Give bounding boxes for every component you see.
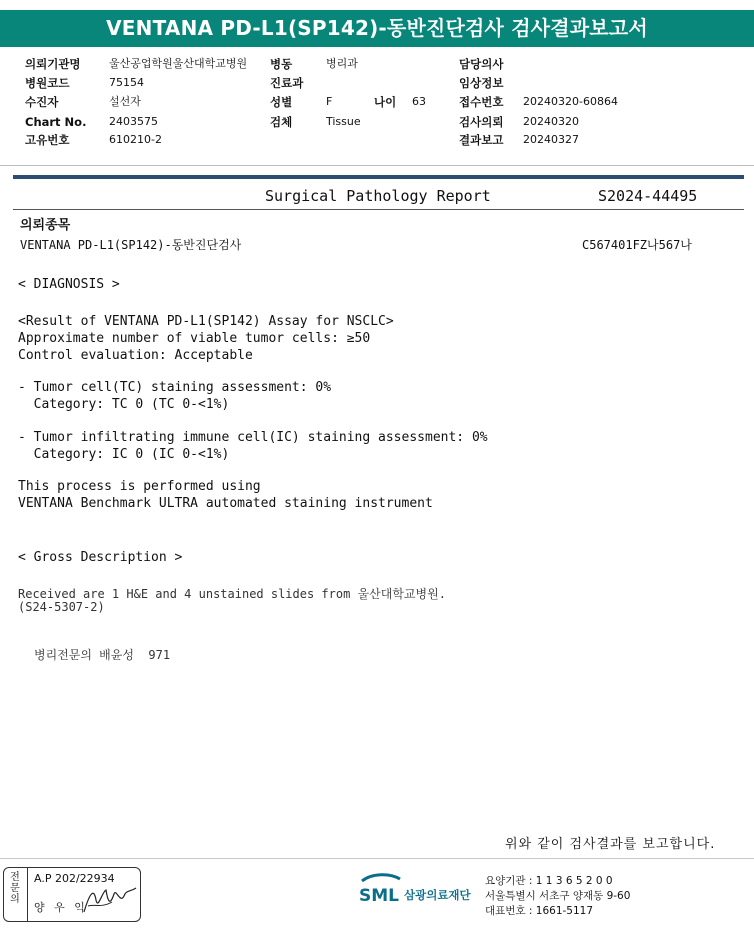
info-label: 성별 (270, 95, 293, 109)
info-value: 20240320 (523, 115, 579, 128)
diagnosis-line: VENTANA Benchmark ULTRA automated staining instrument (18, 496, 433, 511)
closing-statement: 위와 같이 검사결과를 보고합니다. (505, 837, 716, 852)
info-label: 고유번호 (25, 133, 70, 147)
request-code: C567401FZ나567나 (582, 238, 692, 252)
diagnosis-line: Approximate number of viable tumor cells: ≥50 (18, 331, 371, 346)
info-label: 의뢰기관명 (25, 57, 81, 71)
info-value: 20240327 (523, 133, 579, 146)
contact-line: 서울특별시 서초구 양재동 9-60 (485, 890, 631, 902)
diagnosis-line: <Result of VENTANA PD-L1(SP142) Assay for NSCLC> (18, 314, 394, 329)
stamp-vertical-label: 전문의 (10, 872, 20, 905)
gross-header: < Gross Description > (18, 550, 183, 565)
report-title: Surgical Pathology Report (265, 187, 491, 205)
gross-line: (S24-5307-2) (18, 600, 105, 614)
report-title-bar (0, 10, 754, 47)
info-value: 20240320-60864 (523, 95, 618, 108)
divider (13, 209, 744, 210)
info-label: Chart No. (25, 115, 87, 129)
age-label: 나이 (374, 95, 397, 109)
info-label: 결과보고 (459, 133, 504, 147)
info-value: 설선자 (109, 95, 141, 108)
request-name: VENTANA PD-L1(SP142)-동반진단검사 (20, 238, 242, 252)
contact-line: 요양기관 : 1 1 3 6 5 2 0 0 (485, 875, 613, 887)
signature-stamp (3, 867, 141, 922)
info-value: 울산공업학원울산대학교병원 (109, 57, 248, 70)
divider (0, 858, 754, 859)
age-value: 63 (412, 95, 426, 108)
info-value: 610210-2 (109, 133, 162, 146)
logo-main-text: SML (359, 886, 399, 906)
sml-logo (358, 873, 404, 913)
contact-line: 대표번호 : 1661-5117 (485, 905, 594, 917)
info-value: 2403575 (109, 115, 158, 128)
diagnosis-line: - Tumor infiltrating immune cell(IC) staining assessment: 0% (18, 430, 488, 445)
gross-line: Received are 1 H&E and 4 unstained slides from 울산대학교병원. (18, 587, 446, 601)
divider (27, 868, 28, 921)
info-label: 병동 (270, 57, 293, 71)
report-number: S2024-44495 (598, 187, 698, 205)
contact-block (485, 874, 630, 919)
info-value: Tissue (326, 115, 361, 128)
info-label: 임상정보 (459, 76, 504, 90)
info-label: 검체 (270, 115, 293, 129)
diagnosis-line: Control evaluation: Acceptable (18, 348, 253, 363)
report-header (13, 187, 744, 209)
document-title: VENTANA PD-L1(SP142)-동반진단검사 검사결과보고서 (106, 16, 648, 40)
diagnosis-line: This process is performed using (18, 479, 261, 494)
diagnosis-line: Category: TC 0 (TC 0-<1%) (18, 397, 230, 412)
pathologist-line: 병리전문의 배윤성 971 (34, 648, 171, 662)
request-label: 의뢰종목 (20, 218, 71, 233)
sml-logo-icon (358, 873, 404, 909)
info-label: 진료과 (270, 76, 304, 90)
signer-name: 양 우 익 (34, 901, 88, 914)
diagnosis-header: < DIAGNOSIS > (18, 277, 120, 292)
info-label: 담당의사 (459, 57, 504, 71)
diagnosis-line: Category: IC 0 (IC 0-<1%) (18, 447, 230, 462)
info-label: 검사의뢰 (459, 115, 504, 129)
license-number: A.P 202/22934 (34, 872, 115, 885)
info-value: 75154 (109, 76, 144, 89)
handwritten-signature (82, 882, 138, 918)
logo-subtitle: 삼광의료재단 (404, 888, 471, 902)
info-label: 수진자 (25, 95, 59, 109)
info-value: 병리과 (326, 57, 358, 70)
info-label: 접수번호 (459, 95, 504, 109)
info-value: F (326, 95, 333, 108)
divider (0, 165, 754, 166)
diagnosis-line: - Tumor cell(TC) staining assessment: 0% (18, 380, 332, 395)
section-rule (13, 175, 744, 179)
info-label: 병원코드 (25, 76, 70, 90)
